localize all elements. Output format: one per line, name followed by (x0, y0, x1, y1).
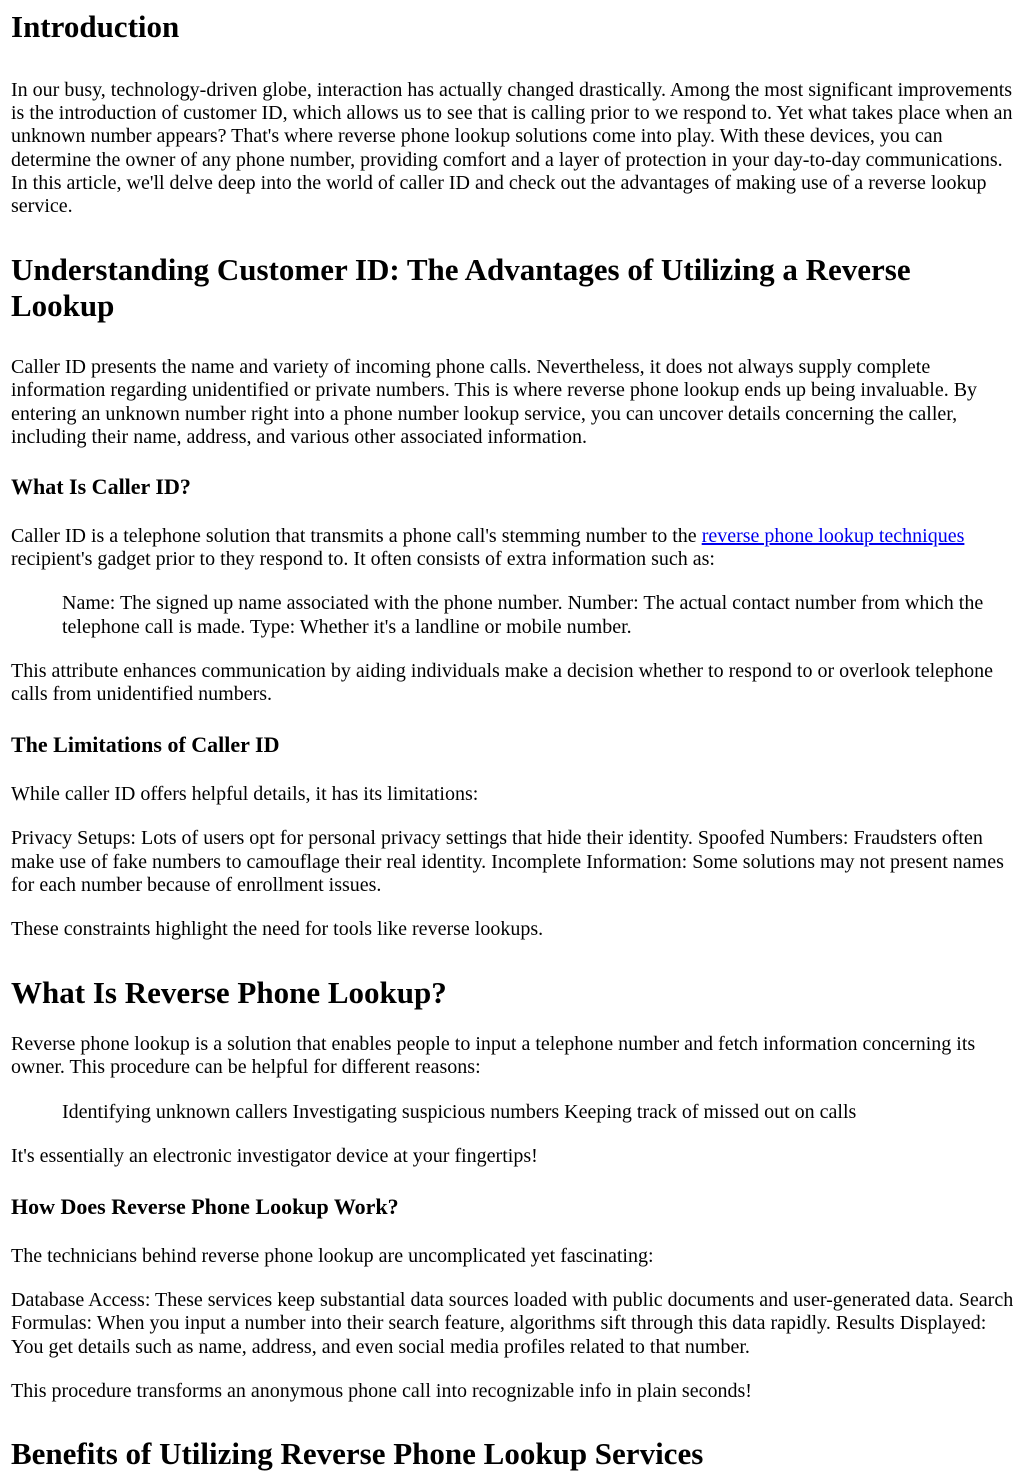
understanding-caller-id-paragraph: Caller ID presents the name and variety of incoming phone calls. Nevertheless, it does not always supply complete information regarding unidentified or private numbers. This is where reverse phone lookup ends up being invaluable. By entering an unknown number right into a phone number lookup service, you can uncover details concerning the caller, including their name, address, and various other associated information. (11, 356, 978, 448)
reverse-phone-lookup-heading: What Is Reverse Phone Lookup? (11, 975, 447, 1011)
understanding-caller-id-heading: Understanding Customer ID: The Advantages of Utilizing a Reverse Lookup (11, 252, 911, 324)
how-reverse-lookup-works-heading: How Does Reverse Phone Lookup Work? (11, 1194, 399, 1220)
reverse-phone-lookup-paragraph: Reverse phone lookup is a solution that enables people to input a telephone number and fetch information concerning its owner. This procedure can be helpful for different reasons: (11, 1033, 976, 1079)
how-reverse-lookup-works-intro: The technicians behind reverse phone lookup are uncomplicated yet fascinating: (11, 1245, 654, 1268)
caller-id-details-quote: Name: The signed up name associated with the phone number. Number: The actual contact number from which the telephone call is made. Type: Whether it's a landline or mobile number. (62, 592, 984, 638)
how-reverse-lookup-works-list: Database Access: These services keep substantial data sources loaded with public documents and user-generated data. Search Formulas: When you input a number into their search feature, algorithms sift through this data rapidly. Results Displayed: You get details such as name, address, and even social media profiles related to that number. (11, 1289, 1014, 1358)
what-is-caller-id-text-start: Caller ID is a telephone solution that transmits a phone call's stemming number to the (11, 525, 702, 548)
caller-id-attribute-paragraph: This attribute enhances communication by aiding individuals make a decision whether to respond to or overlook telephone calls from unidentified numbers. (11, 659, 993, 706)
what-is-caller-id-paragraph (11, 525, 1014, 571)
benefits-heading: Benefits of Utilizing Reverse Phone Lookup Services (11, 1436, 704, 1472)
what-is-caller-id-text-end: recipient's gadget prior to they respond to. It often consists of extra information such as: (11, 548, 715, 571)
reverse-lookup-conclusion: It's essentially an electronic investigator device at your fingertips! (11, 1144, 538, 1167)
introduction-paragraph: In our busy, technology-driven globe, interaction has actually changed drastically. Among the most significant improvements is the introduction of customer ID, which allows us to see that is calling prior to we respond to. Yet what takes place when an unknown number appears? That's where reverse phone lookup solutions come into play. With these devices, you can determine the owner of any phone number, providing comfort and a layer of protection in your day-to-day communications. In this article, we'll delve deep into the world of caller ID and check out the advantages of making use of a reverse lookup service. (11, 79, 1013, 218)
how-reverse-lookup-works-conclusion: This procedure transforms an anonymous phone call into recognizable info in plain seconds! (11, 1379, 752, 1402)
limitations-heading: The Limitations of Caller ID (11, 732, 280, 758)
limitations-conclusion: These constraints highlight the need for tools like reverse lookups. (11, 918, 544, 941)
introduction-heading: Introduction (11, 9, 180, 44)
limitations-list: Privacy Setups: Lots of users opt for personal privacy settings that hide their identity. Spoofed Numbers: Fraudsters often make use of fake numbers to camouflage their real identity. Incomplete Information: Some solutions may not present names for each number because of enrollment issues. (11, 827, 1004, 896)
reverse-lookup-reasons-quote: Identifying unknown callers Investigating suspicious numbers Keeping track of missed out on calls (62, 1100, 857, 1123)
what-is-caller-id-heading: What Is Caller ID? (11, 474, 191, 500)
reverse-phone-lookup-techniques-link[interactable]: reverse phone lookup techniques (701, 525, 965, 548)
article (0, 9, 1024, 1472)
limitations-intro: While caller ID offers helpful details, it has its limitations: (11, 783, 479, 806)
